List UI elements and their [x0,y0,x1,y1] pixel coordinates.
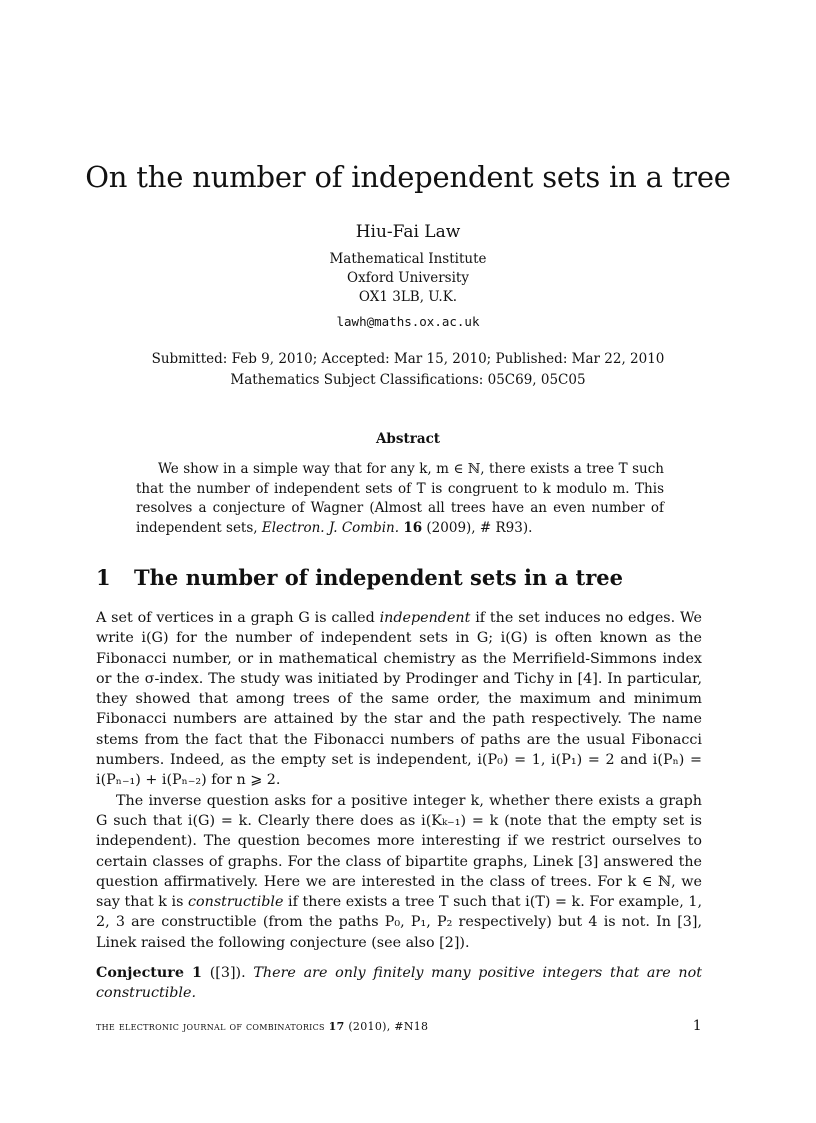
paragraph-text: The inverse question asks for a positive integer k, whether there exists a graph G such that i(G) = k. Clearly there does as i(Kₖ₋₁) = k (note that the empty set is independent). The question becomes more interesting if we restrict ourselves to certain classes of graphs. For the class of bipartite graphs, Linek [3] answered the question affirmatively. Here we are interested in the class of trees. For k ∈ ℕ, we say that k is [96,792,702,911]
abstract-journal: Electron. J. Combin. [261,519,400,536]
paragraph-text: if the set induces no edges. We write i(G) for the number of independent sets in G; i(G) is often known as the Fibonacci number, or in mathematical chemistry as the Merrifield-Simmons index or the σ-index. The study was initiated by Prodinger and Tichy in [4]. In particular, they showed that among trees of the same order, the maximum and minimum Fibonacci numbers are attained by the star and the path respectively. The name stems from the fact that the Fibonacci numbers of paths are the usual Fibonacci numbers. Indeed, as the empty set is independent, i(P₀) = 1, i(P₁) = 2 and i(Pₙ) = i(Pₙ₋₁) + i(Pₙ₋₂) for n ⩾ 2. [96,610,702,789]
footer-issue: (2010), #N18 [344,1020,429,1033]
affiliation-line: OX1 3LB, U.K. [358,289,458,305]
page-footer [96,1020,702,1033]
emphasis-text: independent [379,610,471,626]
dates-line: Submitted: Feb 9, 2010; Accepted: Mar 15, 2010; Published: Mar 22, 2010 [151,351,665,367]
abstract-text [136,460,664,538]
page-number: 1 [692,1018,702,1034]
author-email[interactable]: lawh@maths.ox.ac.uk [336,314,480,329]
footer-volume: 17 [328,1020,345,1033]
affiliation-line: Mathematical Institute [329,251,487,267]
paragraph [96,608,702,791]
msc-line: Mathematics Subject Classifications: 05C69, 05C05 [230,372,586,388]
abstract-text-part: We show in a simple way that for any k, m ∈ ℕ, there exists a tree T such that the number of independent sets of T is congruent to k modulo m. This resolves a conjecture of Wagner (Almost all trees have an even number of independent sets, [136,461,664,536]
publication-info [0,349,816,391]
paragraph [96,791,702,953]
section-heading [96,565,716,590]
abstract-heading: Abstract [375,431,441,447]
emphasis-text: constructible [188,894,284,911]
affiliation-line: Oxford University [347,270,469,286]
section-body [96,608,702,1004]
paragraph-text: if there exists a tree T such that i(T) = k. For example, 1, 2, 3 are constructible (from the paths P₀, P₁, P₂ respectively) but 4 is not. In [3], Linek raised the following conjecture (see also [2]). [96,894,702,951]
conjecture-statement: There are only finitely many positive integers that are not constructible. [96,965,702,1002]
section-title: The number of independent sets in a tree [134,565,623,590]
author-name: Hiu-Fai Law [355,222,461,242]
paragraph-text: A set of vertices in a graph G is called [96,610,380,626]
affiliation [0,250,816,307]
conjecture-label: Conjecture 1 [96,965,203,982]
section-number: 1 [96,565,111,590]
abstract-text-part: (2009), # R93). [422,519,533,536]
conjecture-reference: ([3]). [202,965,254,982]
abstract-volume: 16 [403,519,423,536]
footer-journal: the electronic journal of combinatorics [96,1020,325,1033]
paper-title: On the number of independent sets in a tree [85,160,731,194]
conjecture [96,963,702,1004]
